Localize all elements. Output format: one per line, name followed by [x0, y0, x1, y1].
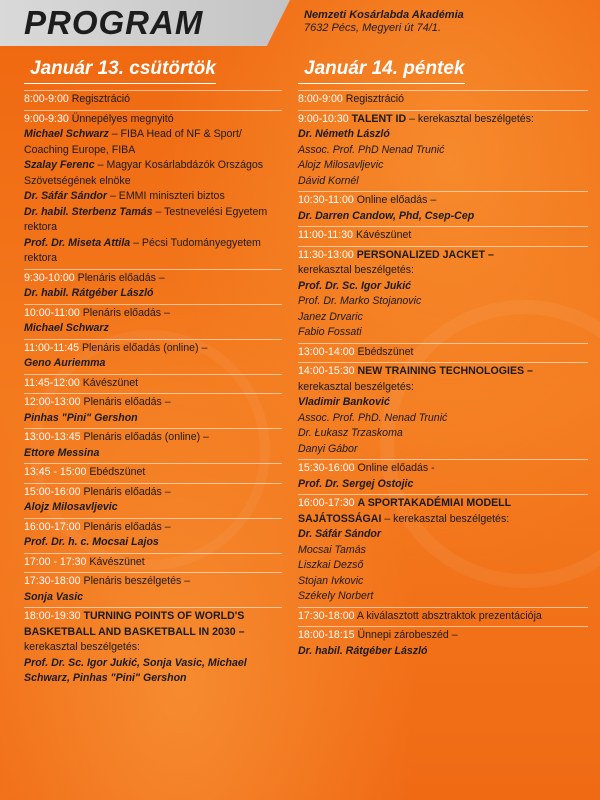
item-time: 10:00-11:00: [24, 306, 80, 319]
page-title: PROGRAM: [24, 4, 204, 41]
speaker-role: – Magyar Kosárlabdázók Országos Szövetségének elnöke: [24, 159, 264, 187]
item-time: 16:00-17:30: [298, 497, 355, 509]
day1-title: Január 13. csütörtök: [24, 58, 216, 84]
item-time: 10:30-11:00: [298, 194, 354, 206]
speaker-name: Vladimir Banković: [298, 396, 390, 408]
item-text: A kiválasztott absztraktok prezentációja: [356, 609, 542, 622]
item-text: Ünnepi zárobeszéd –: [357, 629, 458, 641]
panelist-name: Assoc. Prof. PhD Nenad Trunić: [298, 143, 445, 156]
schedule-item: [24, 483, 282, 518]
day2-title: Január 14. péntek: [298, 58, 465, 84]
item-time: 17:00 - 17:30: [24, 555, 87, 568]
schedule-item: [298, 90, 588, 110]
schedule-item: [24, 463, 282, 483]
speaker-name: Geno Auriemma: [24, 357, 106, 369]
item-text: – kerekasztal beszélgetés:: [406, 112, 534, 125]
speaker-name: Dr. Sáfár Sándor: [24, 190, 108, 202]
item-text: Ebédszünet: [89, 466, 146, 478]
panelist-name: Prof. Dr. Marko Stojanovic: [298, 295, 422, 307]
speaker-name: Dr. habil. Rátgéber László: [24, 287, 154, 299]
speaker-name: Pinhas "Pini" Gershon: [24, 411, 138, 424]
academy-info: [304, 9, 464, 35]
schedule-item: [24, 572, 282, 607]
session-title: PERSONALIZED JACKET –: [356, 248, 494, 261]
item-time: 11:00-11:45: [24, 341, 79, 354]
item-time: 11:30-13:00: [298, 248, 354, 261]
item-time: 15:30-16:00: [298, 462, 355, 474]
item-text: Kávészünet: [82, 376, 139, 389]
item-time: 8:00-9:00: [24, 93, 69, 105]
item-text: kerekasztal beszélgetés:: [298, 264, 415, 276]
speaker-role: – FIBA Head of NF & Sport/ Coaching Europe, FIBA: [24, 128, 242, 156]
item-text: Plenáris előadás (online) –: [81, 341, 208, 354]
item-time: 15:00-16:00: [24, 485, 81, 498]
item-time: 9:30-10:00: [24, 271, 75, 284]
item-time: 14:00-15:30: [298, 365, 355, 377]
panelist-name: Janez Drvaric: [298, 310, 363, 323]
schedule-item: [298, 607, 588, 627]
schedule-item: [24, 518, 282, 553]
session-title: A SPORTAKADÉMIAI MODELL SAJÁTOSSÁGAI: [298, 497, 511, 525]
schedule-item: [298, 226, 588, 246]
schedule-item: [298, 459, 588, 494]
item-time: 13:45 - 15:00: [24, 466, 87, 478]
speaker-name: Michael Schwarz: [24, 128, 109, 140]
panelist-name: Danyi Gábor: [298, 442, 358, 455]
speaker-name: Prof. Dr. Sergej Ostojic: [298, 477, 414, 490]
item-text: Regisztráció: [71, 93, 131, 105]
item-time: 16:00-17:00: [24, 520, 81, 533]
speaker-role: – Pécsi Tudományegyetem rektora: [24, 236, 261, 264]
item-text: kerekasztal beszélgetés:: [298, 380, 415, 393]
schedule-item: [24, 304, 282, 339]
schedule-item: [298, 246, 588, 343]
speaker-name: Michael Schwarz: [24, 322, 109, 334]
speaker-name: Ettore Messina: [24, 446, 100, 459]
schedule-item: [298, 343, 588, 363]
speaker-name: Dr. Sáfár Sándor: [298, 528, 382, 540]
item-time: 8:00-9:00: [298, 93, 343, 105]
day1-column: [24, 58, 282, 689]
schedule-item: [24, 374, 282, 394]
item-text: Plenáris előadás –: [83, 396, 171, 408]
item-time: 12:00-13:00: [24, 396, 81, 408]
item-text: Plenáris előadás –: [83, 485, 171, 498]
schedule-item: [24, 90, 282, 110]
item-text: Ebédszünet: [357, 345, 414, 358]
panelist-name: Alojz Milosavljevic: [298, 159, 384, 171]
speaker-name: Prof. Dr. h. c. Mocsai Lajos: [24, 536, 159, 548]
speaker-name: Prof. Dr. Miseta Attila: [24, 236, 131, 249]
item-time: 9:00-10:30: [298, 112, 349, 125]
schedule-item: [24, 428, 282, 463]
item-text: Plenáris beszélgetés –: [83, 575, 191, 587]
schedule-item: [24, 607, 282, 689]
schedule-item: [24, 339, 282, 374]
speaker-name: Sonja Vasic: [24, 590, 84, 603]
item-time: 18:00-18:15: [298, 629, 355, 641]
item-text: Online előadás –: [356, 194, 437, 206]
speaker-role: – Testnevelési Egyetem rektora: [24, 205, 268, 233]
speaker-name: Prof. Dr. Sc. Igor Jukić, Sonja Vasic, Michael Schwarz, Pinhas "Pini" Gershon: [24, 656, 247, 684]
speaker-name: Szalay Ferenc: [24, 159, 95, 171]
item-text: Ünnepélyes megnyitó: [71, 112, 174, 125]
item-time: 13:00-14:00: [298, 345, 355, 358]
panelist-name: Stojan Ivkovic: [298, 574, 364, 587]
item-text: Plenáris előadás –: [83, 520, 171, 533]
item-time: 18:00-19:30: [24, 610, 81, 622]
item-text: – kerekasztal beszélgetés:: [381, 512, 510, 525]
schedule-item: [24, 553, 282, 573]
session-title: TURNING POINTS OF WORLD'S BASKETBALL AND BASKETBALL IN 2030 –: [24, 610, 245, 638]
schedule-item: [298, 626, 588, 661]
panelist-name: Dr. Łukasz Trzaskoma: [298, 427, 403, 439]
session-title: TALENT ID: [351, 112, 407, 125]
item-time: 13:00-13:45: [24, 431, 81, 443]
speaker-name: Prof. Dr. Sc. Igor Jukić: [298, 279, 412, 292]
schedule-item: [298, 110, 588, 192]
item-text: kerekasztal beszélgetés:: [24, 641, 141, 653]
academy-address: 7632 Pécs, Megyeri út 74/1.: [304, 22, 441, 34]
speaker-name: Dr. habil. Rátgéber László: [298, 644, 428, 657]
speaker-name: Dr. Németh László: [298, 128, 390, 140]
schedule-item: [298, 494, 588, 607]
item-time: 9:00-9:30: [24, 112, 69, 125]
item-text: Plenáris előadás –: [82, 306, 170, 319]
item-time: 11:45-12:00: [24, 376, 80, 389]
schedule-item: [24, 110, 282, 269]
panelist-name: Liszkai Dezső: [298, 559, 364, 571]
item-time: 11:00-11:30: [298, 229, 353, 241]
item-text: Regisztráció: [345, 93, 405, 105]
panelist-name: Assoc. Prof. PhD. Nenad Trunić: [298, 411, 448, 424]
panelist-name: Dávid Kornél: [298, 174, 359, 187]
panelist-name: Fabio Fossati: [298, 326, 362, 338]
schedule-item: [24, 393, 282, 428]
schedule-item: [298, 362, 588, 459]
item-text: Plenáris előadás –: [77, 271, 165, 284]
item-text: Online előadás -: [357, 462, 435, 474]
schedule-item: [298, 191, 588, 226]
item-text: Kávészünet: [89, 555, 145, 568]
speaker-role: – EMMI miniszteri biztos: [107, 190, 225, 202]
item-time: 17:30-18:00: [24, 575, 81, 587]
speaker-name: Dr. habil. Sterbenz Tamás: [24, 205, 153, 218]
panelist-name: Székely Norbert: [298, 590, 374, 602]
item-text: Plenáris előadás (online) –: [83, 431, 209, 443]
speaker-name: Dr. Darren Candow, Phd, Csep-Cep: [298, 209, 475, 222]
speaker-name: Alojz Milosavljevic: [24, 501, 118, 513]
session-title: NEW TRAINING TECHNOLOGIES –: [357, 365, 533, 377]
schedule-item: [24, 269, 282, 304]
item-text: Kávészünet: [355, 229, 412, 241]
academy-name: Nemzeti Kosárlabda Akadémia: [304, 9, 464, 21]
item-time: 17:30-18:00: [298, 609, 355, 622]
day2-column: [298, 58, 588, 661]
panelist-name: Mocsai Tamás: [298, 543, 366, 556]
